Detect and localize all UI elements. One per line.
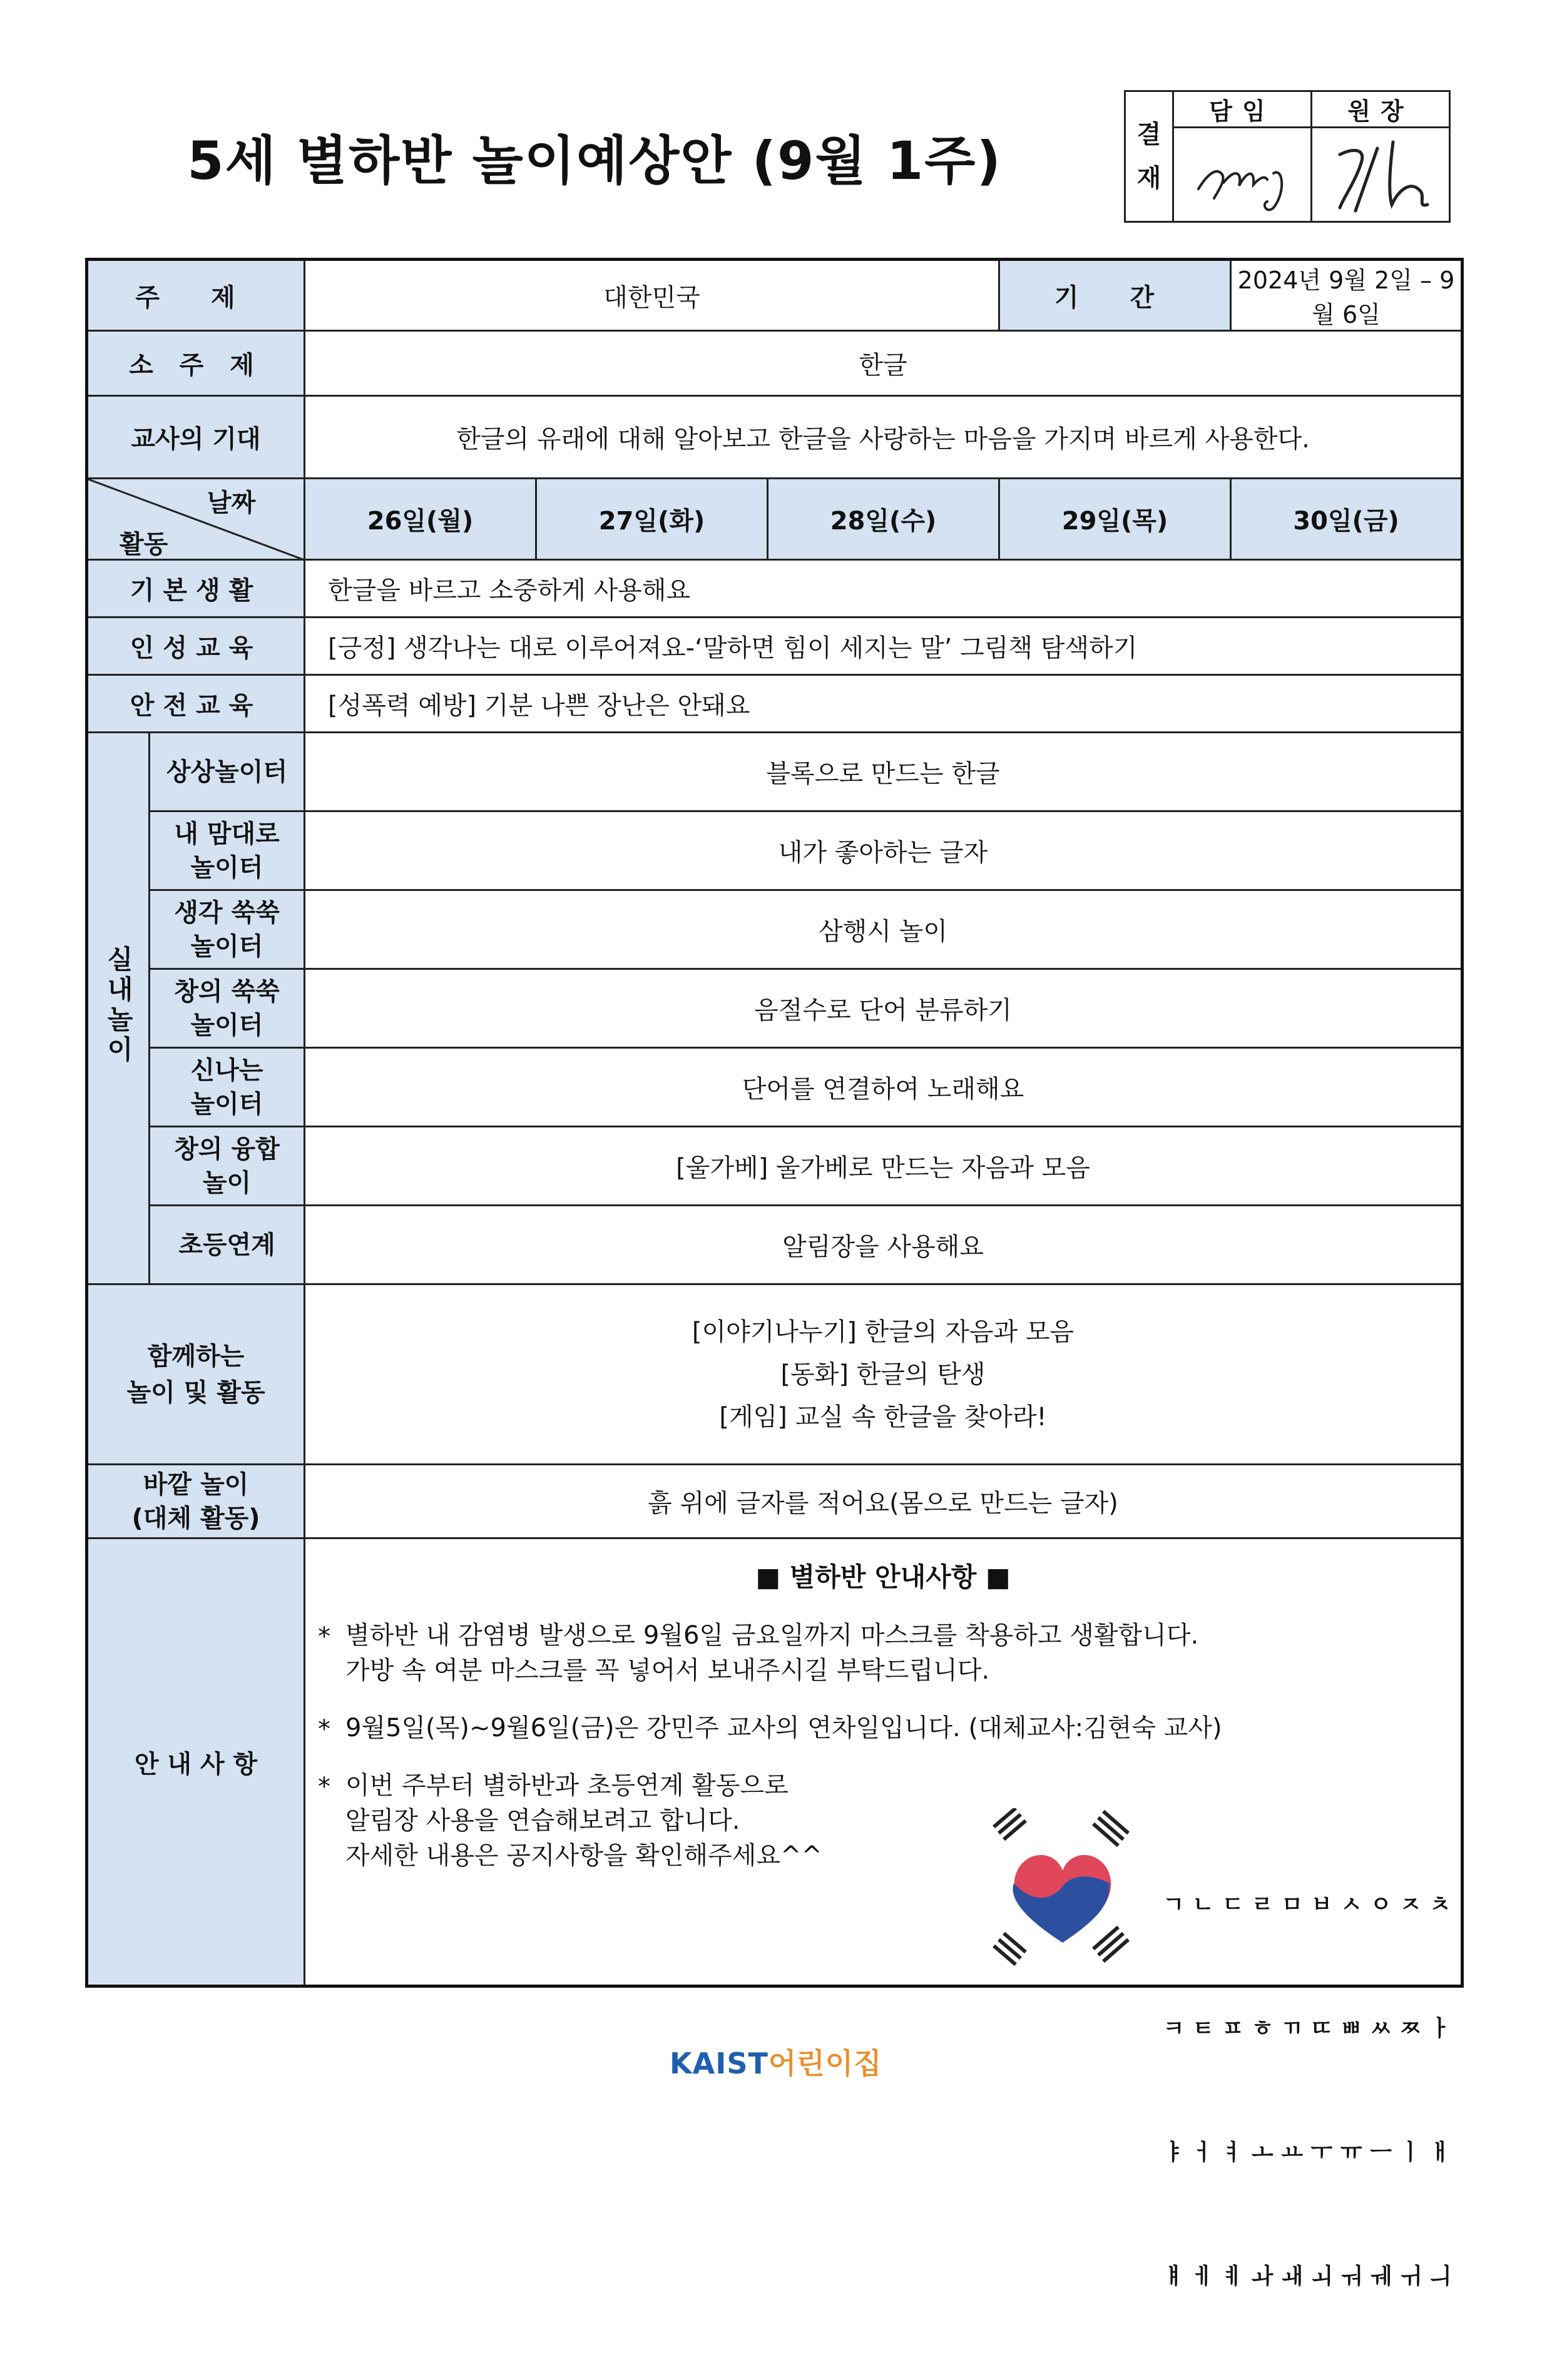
notice-item: * 9월5일(목)~9월6일(금)은 강민주 교사의 연차일입니다. (대체교사:김현숙 교사) (318, 1714, 1222, 1744)
page-title: 5세 별하반 놀이예상안 (9월 1주) (187, 130, 1002, 191)
together-item: [게임] 교실 속 한글을 찾아라! (719, 1402, 1047, 1432)
subtheme-label: 소 주 제 (87, 331, 305, 396)
theme-label: 주 제 (87, 260, 305, 331)
director-signature (1312, 128, 1450, 222)
notice-title: ■ 별하반 안내사항 ■ (755, 1562, 1011, 1592)
indoor-item-label: 신나는 놀이터 (150, 1048, 305, 1127)
outdoor-label: 바깥 놀이 (대체 활동) (87, 1465, 305, 1538)
together-activities (305, 1284, 1463, 1465)
homeroom-signature (1173, 128, 1312, 222)
safety-education-value: [성폭력 예방] 기분 나쁜 장난은 안돼요 (305, 675, 1463, 733)
indoor-item-label: 내 맘대로 놀이터 (150, 811, 305, 890)
subtheme-value: 한글 (305, 331, 1463, 396)
date-activity-corner (87, 479, 305, 560)
indoor-item-activity: 음절수로 단어 분류하기 (305, 969, 1463, 1048)
taegeuk-heart-icon (981, 1808, 1144, 1971)
indoor-item-activity: 삼행시 놀이 (305, 890, 1463, 969)
corner-date-label: 날짜 (207, 489, 256, 517)
kaist-kindergarten-logo: KAIST어린이집 (670, 2047, 882, 2080)
indoor-item-label: 생각 쑥쑥 놀이터 (150, 890, 305, 969)
notice-label: 안 내 사 항 (87, 1538, 305, 1986)
outdoor-activity: 흙 위에 글자를 적어요(몸으로 만드는 글자) (305, 1465, 1463, 1538)
corner-activity-label: 활동 (120, 530, 168, 559)
indoor-item-label: 창의 쑥쑥 놀이터 (150, 969, 305, 1048)
approval-homeroom-header: 담임 (1173, 91, 1312, 128)
day-header: 29일(목) (999, 479, 1231, 560)
teacher-expectation-value: 한글의 유래에 대해 알아보고 한글을 사랑하는 마음을 가지며 바르게 사용한다. (305, 396, 1463, 479)
approval-director-header: 원장 (1312, 91, 1450, 128)
approval-label-text: 결재 (1136, 120, 1161, 193)
indoor-item-label: 창의 융합 놀이 (150, 1127, 305, 1206)
period-value: 2024년 9월 2일 – 9월 6일 (1231, 260, 1463, 331)
together-label: 함께하는 놀이 및 활동 (87, 1284, 305, 1465)
character-education-value: [긍정] 생각나는 대로 이루어져요-‘말하면 힘이 세지는 말’ 그림책 탐색하기 (305, 618, 1463, 675)
director-signature-icon (1318, 130, 1443, 217)
character-education-label: 인성교육 (87, 618, 305, 675)
indoor-play-label (87, 733, 150, 1284)
safety-education-label: 안전교육 (87, 675, 305, 733)
together-item: [이야기나누기] 한글의 자음과 모음 (692, 1317, 1075, 1346)
period-label: 기 간 (999, 260, 1231, 331)
indoor-item-label: 상상놀이터 (150, 733, 305, 811)
approval-label (1125, 91, 1173, 222)
day-header: 26일(월) (305, 479, 536, 560)
day-header: 27일(화) (536, 479, 768, 560)
indoor-item-activity: [울가베] 울가베로 만드는 자음과 모음 (305, 1127, 1463, 1206)
indoor-item-activity: 단어를 연결하여 노래해요 (305, 1048, 1463, 1127)
indoor-item-activity: 알림장을 사용해요 (305, 1206, 1463, 1284)
together-item: [동화] 한글의 탄생 (780, 1360, 986, 1389)
basic-life-label: 기본생활 (87, 560, 305, 618)
indoor-play-label-text: 실내놀이 (103, 945, 134, 1065)
homeroom-signature-icon (1180, 130, 1305, 217)
indoor-item-label: 초등연계 (150, 1206, 305, 1284)
theme-value: 대한민국 (305, 260, 999, 331)
indoor-item-activity: 내가 좋아하는 글자 (305, 811, 1463, 890)
indoor-item-activity: 블록으로 만드는 한글 (305, 733, 1463, 811)
teacher-expectation-label: 교사의 기대 (87, 396, 305, 479)
notice-item: * 이번 주부터 별하반과 초등연계 활동으로 알림장 사용을 연습해보려고 합니다. 자세한 내용은 공지사항을 확인해주세요^^ (318, 1771, 823, 1870)
notice-item: * 별하반 내 감염병 발생으로 9월6일 금요일까지 마스크를 착용하고 생활합니다. 가방 속 여분 마스크를 꼭 넣어서 보내주시길 부탁드립니다. (318, 1621, 1199, 1685)
hangul-letters: ㄱ ㄴ ㄷ ㄹ ㅁ ㅂ ㅅ ㅇ ㅈ ㅊ ㅋ ㅌ ㅍ ㅎ ㄲ ㄸ ㅃ ㅆ ㅉ ㅏ ㅑ ㅓ ㅕ ㅗ ㅛ ㅜ ㅠ ㅡ ㅣ ㅐ ㅒ ㅔ ㅖ ㅘ ㅙ ㅚ ㅝ ㅞ ㅟ ㅢ (1163, 1892, 1451, 2289)
basic-life-value: 한글을 바르고 소중하게 사용해요 (305, 560, 1463, 618)
day-header: 30일(금) (1231, 479, 1463, 560)
approval-box (1124, 90, 1451, 223)
day-header: 28일(수) (768, 479, 999, 560)
